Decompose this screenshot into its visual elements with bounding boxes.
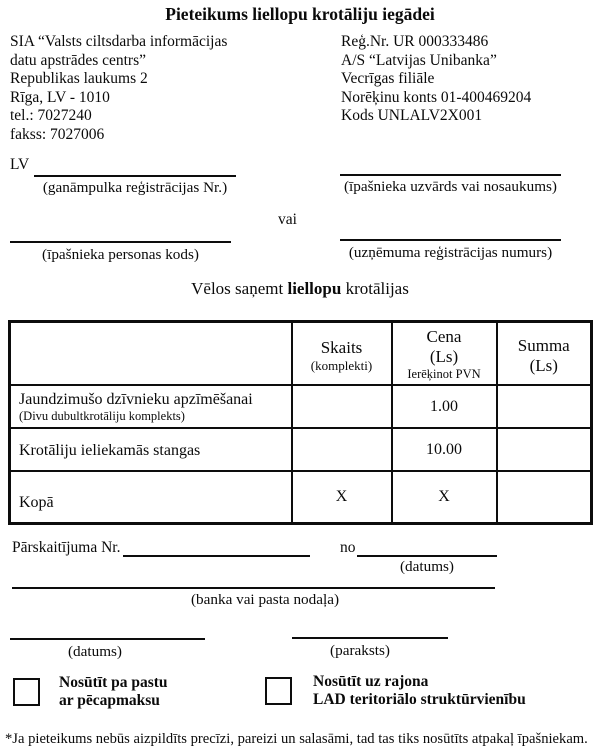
date-label: (datums)	[68, 643, 122, 660]
owner-name-label: (īpašnieka uzvārds vai nosaukums)	[344, 178, 557, 195]
header-skaits-cell	[292, 322, 392, 386]
order-table	[8, 320, 593, 525]
cena-x-cell: X	[392, 471, 497, 523]
cena-value-cell: 10.00	[392, 428, 497, 471]
cena-value-cell: 1.00	[392, 385, 497, 428]
item-name: Krotāliju ieliekamās stangas	[19, 442, 201, 459]
summa-input-cell[interactable]	[497, 428, 592, 471]
bank-line: Reģ.Nr. UR 000333486	[341, 33, 489, 50]
sender-line: fakss: 7027006	[10, 125, 105, 143]
herd-registration-field[interactable]	[34, 174, 236, 177]
table-total-row	[10, 471, 592, 523]
send-by-post-checkbox[interactable]	[13, 678, 40, 706]
total-label: Kopā	[19, 494, 54, 512]
owner-name-field[interactable]	[340, 173, 561, 176]
skaits-input-cell[interactable]	[292, 428, 392, 471]
item-name: Jaundzimušo dzīvnieku apzīmēšanai	[19, 391, 253, 408]
send-by-post-label	[59, 674, 168, 710]
bank-details-block	[341, 33, 531, 126]
send-to-lad-label	[313, 673, 526, 709]
person-code-label: (īpašnieka personas kods)	[42, 246, 199, 263]
transfer-number-label: Pārskaitījuma Nr.	[12, 539, 121, 556]
send-by-post-label-line2: ar pēcapmaksu	[59, 692, 160, 709]
summa-total-cell[interactable]	[497, 471, 592, 523]
or-text: vai	[278, 211, 297, 228]
row-description-cell	[10, 471, 292, 523]
header-cena: Cena	[426, 327, 462, 346]
row-description-cell	[10, 385, 292, 428]
table-row	[10, 385, 592, 428]
signature-field[interactable]	[292, 636, 448, 639]
table-row	[10, 428, 592, 471]
header-summa-unit: (Ls)	[529, 355, 558, 375]
sender-line: Republikas laukums 2	[10, 70, 148, 88]
footnote: *Ja pieteikums nebūs aizpildīts precīzi, pareizi un salasāmi, tad tas tiks nosūtīts atpakaļ īpašniekam.	[5, 731, 588, 747]
table-header-row	[10, 322, 592, 386]
transfer-date-field[interactable]	[357, 554, 497, 557]
skaits-input-cell[interactable]	[292, 385, 392, 428]
request-bold-word: liellopu	[287, 279, 342, 298]
request-prefix: Vēlos saņemt	[191, 279, 288, 298]
company-registration-label: (uzņēmuma reģistrācijas numurs)	[348, 244, 553, 261]
header-cena-cell	[392, 322, 497, 386]
transfer-number-field[interactable]	[123, 554, 310, 557]
herd-registration-label: (ganāmpulka reģistrācijas Nr.)	[42, 179, 228, 196]
header-skaits-sub: (komplekti)	[310, 358, 373, 373]
sender-address-block	[10, 33, 227, 145]
bank-line: Norēķinu konts 01-400469204	[341, 88, 532, 106]
bank-line: Kods UNLALV2X001	[341, 107, 483, 125]
send-by-post-label-line1: Nosūtīt pa pastu	[59, 674, 168, 691]
request-suffix: krotālijas	[341, 279, 409, 298]
request-sentence	[0, 279, 600, 299]
bank-line: A/S “Latvijas Unibanka”	[341, 51, 497, 69]
person-code-field[interactable]	[10, 240, 231, 243]
send-to-lad-label-line2: LAD teritoriālo struktūrvienību	[313, 691, 526, 708]
signature-label: (paraksts)	[330, 642, 390, 659]
date-field[interactable]	[10, 637, 205, 640]
send-to-lad-label-line1: Nosūtīt uz rajona	[313, 673, 429, 690]
bank-line: Vecrīgas filiāle	[341, 70, 435, 88]
sender-line: Rīga, LV - 1010	[10, 88, 110, 106]
header-summa-cell	[497, 322, 592, 386]
header-summa: Summa	[517, 335, 570, 355]
sender-line: SIA “Valsts ciltsdarba informācijas	[10, 33, 228, 50]
page-title: Pieteikums liellopu krotāliju iegādei	[165, 4, 435, 24]
bank-office-label: (banka vai pasta nodaļa)	[190, 591, 339, 608]
row-description-cell	[10, 428, 292, 471]
transfer-date-label: (datums)	[400, 558, 454, 575]
item-name-sub: (Divu dubultkrotāliju komplekts)	[19, 409, 185, 423]
send-to-lad-checkbox[interactable]	[265, 677, 292, 705]
bank-office-field[interactable]	[12, 586, 495, 589]
sender-line: datu apstrādes centrs”	[10, 51, 146, 69]
header-cena-vat-note: Ierēķinot PVN	[407, 367, 481, 381]
header-skaits: Skaits	[320, 338, 363, 357]
header-description-cell	[10, 322, 292, 386]
summa-input-cell[interactable]	[497, 385, 592, 428]
transfer-no-label: no	[340, 539, 356, 556]
lv-prefix: LV	[10, 156, 30, 173]
sender-line: tel.: 7027240	[10, 107, 92, 125]
header-cena-unit: (Ls)	[429, 347, 459, 366]
company-registration-field[interactable]	[340, 238, 561, 241]
skaits-x-cell: X	[292, 471, 392, 523]
